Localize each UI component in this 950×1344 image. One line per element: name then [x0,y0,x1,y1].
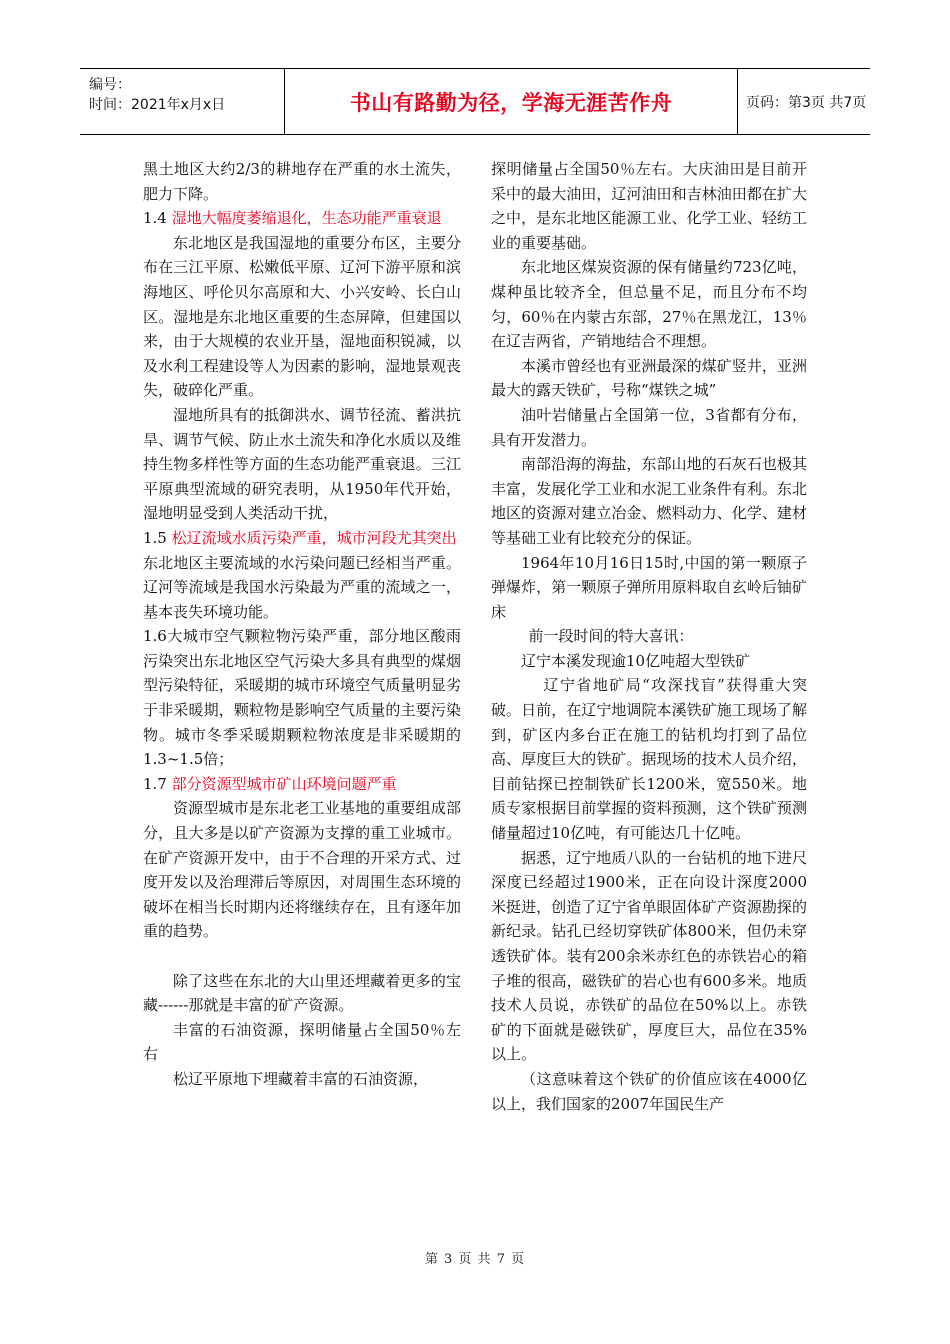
spacer [143,944,461,969]
paragraph: 黑土地区大约2/3的耕地存在严重的水土流失，肥力下降。 [143,160,461,203]
paragraph: （这意味着这个铁矿的价值应该在4000亿以上，我们国家的2007年国民生产 [491,1069,807,1113]
paragraph: 前一段时间的特大喜讯： [528,627,694,646]
header-info [80,69,284,134]
heading-title: 湿地大幅度萎缩退化，生态功能严重衰退 [171,209,442,228]
document-date-label: 时间：2021年x月x日 [89,97,226,113]
paragraph: 1.6大城市空气颗粒物污染严重，部分地区酸雨污染突出东北地区空气污染大多具有典型的煤烟型污染特征，采暖期的城市环境空气质量明显劣于非采暖期，颗粒物是影响空气质量的主要污染物。城市冬季采暖期颗粒物浓度是非采暖期的1.3~1.5倍； [143,627,461,769]
paragraph: 本溪市曾经也有亚洲最深的煤矿竖井，亚洲最大的露天铁矿，号称“煤铁之城” [491,356,807,400]
news-headline: 辽宁本溪发现逾10亿吨超大型铁矿 [521,651,751,670]
heading-number: 1.4 [143,209,172,228]
left-column [143,157,461,1092]
paragraph: 松辽平原地下埋藏着丰富的石油资源， [173,1069,429,1088]
right-column [491,157,807,1116]
paragraph: 东北地区主要流域的水污染问题已经相当严重。辽河等流域是我国水污染最为严重的流域之一，基本丧失环境功能。 [143,553,461,621]
header-page-label: 页码：第3页 共7页 [746,94,867,111]
paragraph: 东北地区煤炭资源的保有储量约723亿吨，煤种虽比较齐全，但总量不足，而且分布不均匀，60％在内蒙古东部，27％在黑龙江，13％在辽吉两省，产销地结合不理想。 [491,258,807,351]
paragraph: 湿地所具有的抵御洪水、调节径流、蓄洪抗旱、调节气候、防止水土流失和净化水质以及维持生物多样性等方面的生态功能严重衰退。三江平原典型流域的研究表明，从1950年代开始，湿地明显受到人类活动干扰， [143,405,461,523]
document-number-label: 编号： [89,77,131,93]
paragraph: 辽宁省地矿局“攻深找盲”获得重大突破。日前，在辽宁地调院本溪铁矿施工现场了解到，矿区内多台正在施工的钻机均打到了品位高、厚度巨大的铁矿。据现场的技术人员介绍，目前钻探已控制铁矿长1200米，宽550米。地质专家根据目前掌握的资料预测，这个铁矿预测储量超过10亿吨，有可能达几十亿吨。 [491,676,807,843]
paragraph: 油叶岩储量占全国第一位，3省都有分布，具有开发潜力。 [491,405,807,449]
header-motto: 书山有路勤为径，学海无涯苦作舟 [284,69,738,134]
paragraph: 探明储量占全国50％左右。大庆油田是目前开采中的最大油田，辽河油田和吉林油田都在扩大之中，是东北地区能源工业、化学工业、轻纺工业的重要基础。 [491,160,807,252]
section-heading-1-7 [143,772,461,797]
heading-title: 松辽流域水质污染严重，城市河段尤其突出 [171,528,457,547]
paragraph: 1964年10月16日15时,中国的第一颗原子弹爆炸，第一颗原子弹所用原料取自玄岭后铀矿床 [491,553,807,621]
paragraph: 资源型城市是东北老工业基地的重要组成部分，且大多是以矿产资源为支撑的重工业城市。在矿产资源开发中，由于不合理的开采方式、过度开发以及治理滞后等原因，对周围生态环境的破坏在相当长时期内还将继续存在，且有逐年加重的趋势。 [143,799,461,941]
page-header [80,68,870,135]
section-heading-1-4 [143,206,461,231]
paragraph: 除了这些在东北的大山里还埋藏着更多的宝藏------那就是丰富的矿产资源。 [143,971,461,1015]
heading-title: 部分资源型城市矿山环境问题严重 [171,774,397,793]
paragraph: 东北地区是我国湿地的重要分布区，主要分布在三江平原、松嫩低平原、辽河下游平原和滨海地区、呼伦贝尔高原和大、小兴安岭、长白山区。湿地是东北地区重要的生态屏障，但建国以来，由于大规模的农业开垦，湿地面积锐减，以及水利工程建设等人为因素的影响，湿地景观丧失，破碎化严重。 [143,233,461,400]
section-heading-1-5 [143,526,461,551]
paragraph: 据悉，辽宁地质八队的一台钻机的地下进尺深度已经超过1900米，正在向设计深度2000米挺进，创造了辽宁省单眼固体矿产资源勘探的新纪录。钻孔已经切穿铁矿体800米，但仍未穿透铁矿体。装有200余米赤红色的赤铁岩心的箱子堆的很高，磁铁矿的岩心也有600多米。地质技术人员说，赤铁矿的品位在50%以上。赤铁矿的下面就是磁铁矿，厚度巨大，品位在35%以上。 [491,848,807,1064]
heading-number: 1.5 [143,528,172,547]
heading-number: 1.7 [143,774,172,793]
page-footer: 第 3 页 共 7 页 [424,1252,526,1267]
paragraph: 南部沿海的海盐，东部山地的石灰石也极其丰富，发展化学工业和水泥工业条件有利。东北地区的资源对建立冶金、燃料动力、化学、建材等基础工业有比较充分的保证。 [491,455,807,547]
paragraph: 丰富的石油资源，探明储量占全国50％左右 [143,1020,461,1064]
